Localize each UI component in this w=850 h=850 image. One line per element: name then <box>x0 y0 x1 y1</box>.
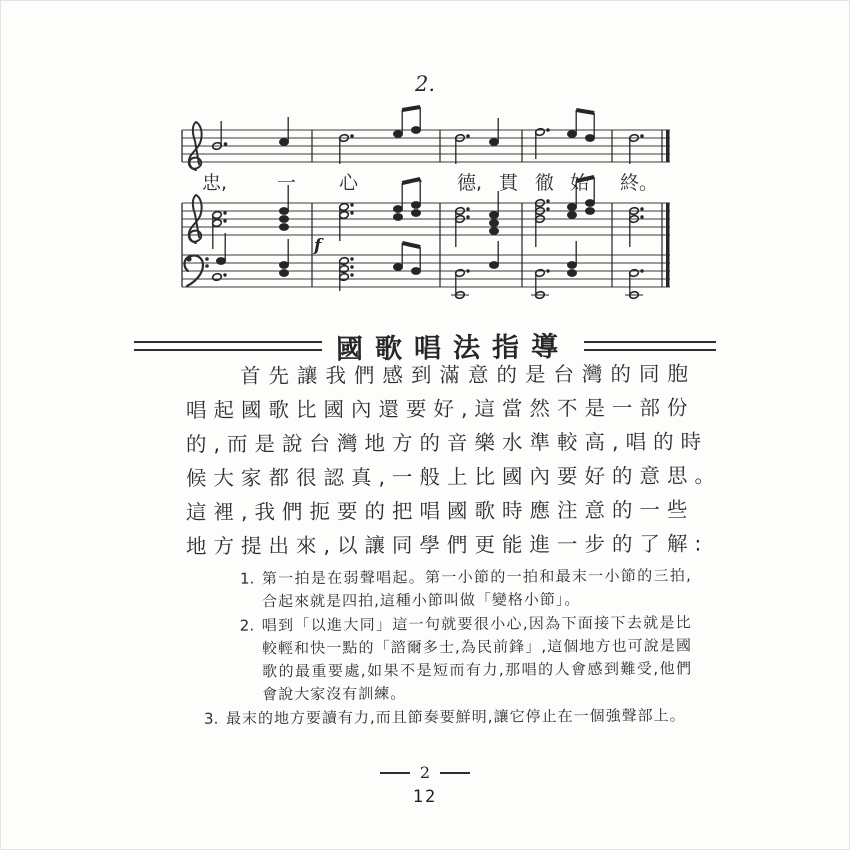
list-item-number: 2. <box>239 616 255 635</box>
dynamic-marking: f <box>314 236 322 256</box>
title-rule-right <box>584 341 716 351</box>
lyric-syllable: 始 <box>570 172 590 194</box>
lyric-syllable: 徹 <box>535 172 555 194</box>
body-line: 的,而是說台灣地方的音樂水準較高,唱的時 <box>185 429 709 457</box>
footer-page-rule <box>0 763 850 782</box>
piano-treble-staff-lines <box>182 203 670 235</box>
vocal-notes <box>212 107 669 164</box>
list-item-number: 1. <box>239 569 255 588</box>
song-section-number: 2. <box>414 72 436 96</box>
vocal-staff-lines <box>182 130 670 162</box>
title-rule-left <box>134 341 322 351</box>
lyric-syllable: 德, <box>457 172 483 194</box>
piano-bass-staff-lines <box>182 203 670 287</box>
list-item-text: 第一拍是在弱聲唱起。第一小節的一拍和最末一小節的三拍,合起來就是四拍,這種小節叫做「變格小節」。 <box>261 566 692 611</box>
list-item-text: 唱到「以進大同」這一句就要很小心,因為下面接下去就是比較輕和快一點的「諮爾多士,為民前鋒」,這個地方也可說是國歌的最重要處,如果不是短而有力,那唱的人會感到難受,他們會說大家沒有訓練。 <box>261 613 693 704</box>
piano-bass-notes <box>212 233 644 299</box>
footer-dash-left <box>380 772 410 774</box>
list-item-text: 最末的地方要讀有力,而且節奏要鮮明,讓它停止在一個強聲部上。 <box>225 706 686 728</box>
footer-page-number: 2 <box>419 763 431 782</box>
lyric-syllable: 終。 <box>620 172 659 194</box>
list-item <box>240 611 693 706</box>
lyric-syllable: 一 <box>277 172 297 194</box>
book-page-number: 12 <box>412 787 438 807</box>
body-line: 地方提出來,以讓同學們更能進一步的了解: <box>185 531 709 559</box>
lyric-line <box>172 168 682 196</box>
footer-dash-right <box>440 772 470 774</box>
body-line: 唱起國歌比國內還要好,這當然不是一部份 <box>185 395 695 423</box>
body-line: 這裡,我們扼要的把唱國歌時應注意的一些 <box>185 497 695 525</box>
lyric-syllable: 忠, <box>202 172 228 194</box>
instruction-list <box>203 566 693 730</box>
section-title: 國歌唱法指導 <box>335 331 571 366</box>
list-item <box>240 564 692 613</box>
list-item-number: 3. <box>203 709 219 728</box>
lyric-syllable: 一 <box>404 172 424 194</box>
lyric-syllable: 心 <box>339 172 359 194</box>
handwritten-body <box>185 358 723 562</box>
body-line: 候大家都很認真,一般上比國內要好的意思。 <box>185 463 723 491</box>
list-item <box>204 704 692 730</box>
sheet-music <box>172 101 682 310</box>
body-line: 首先讓我們感到滿意的是台灣的同胞 <box>239 361 695 389</box>
lyric-syllable: 貫 <box>499 172 519 194</box>
